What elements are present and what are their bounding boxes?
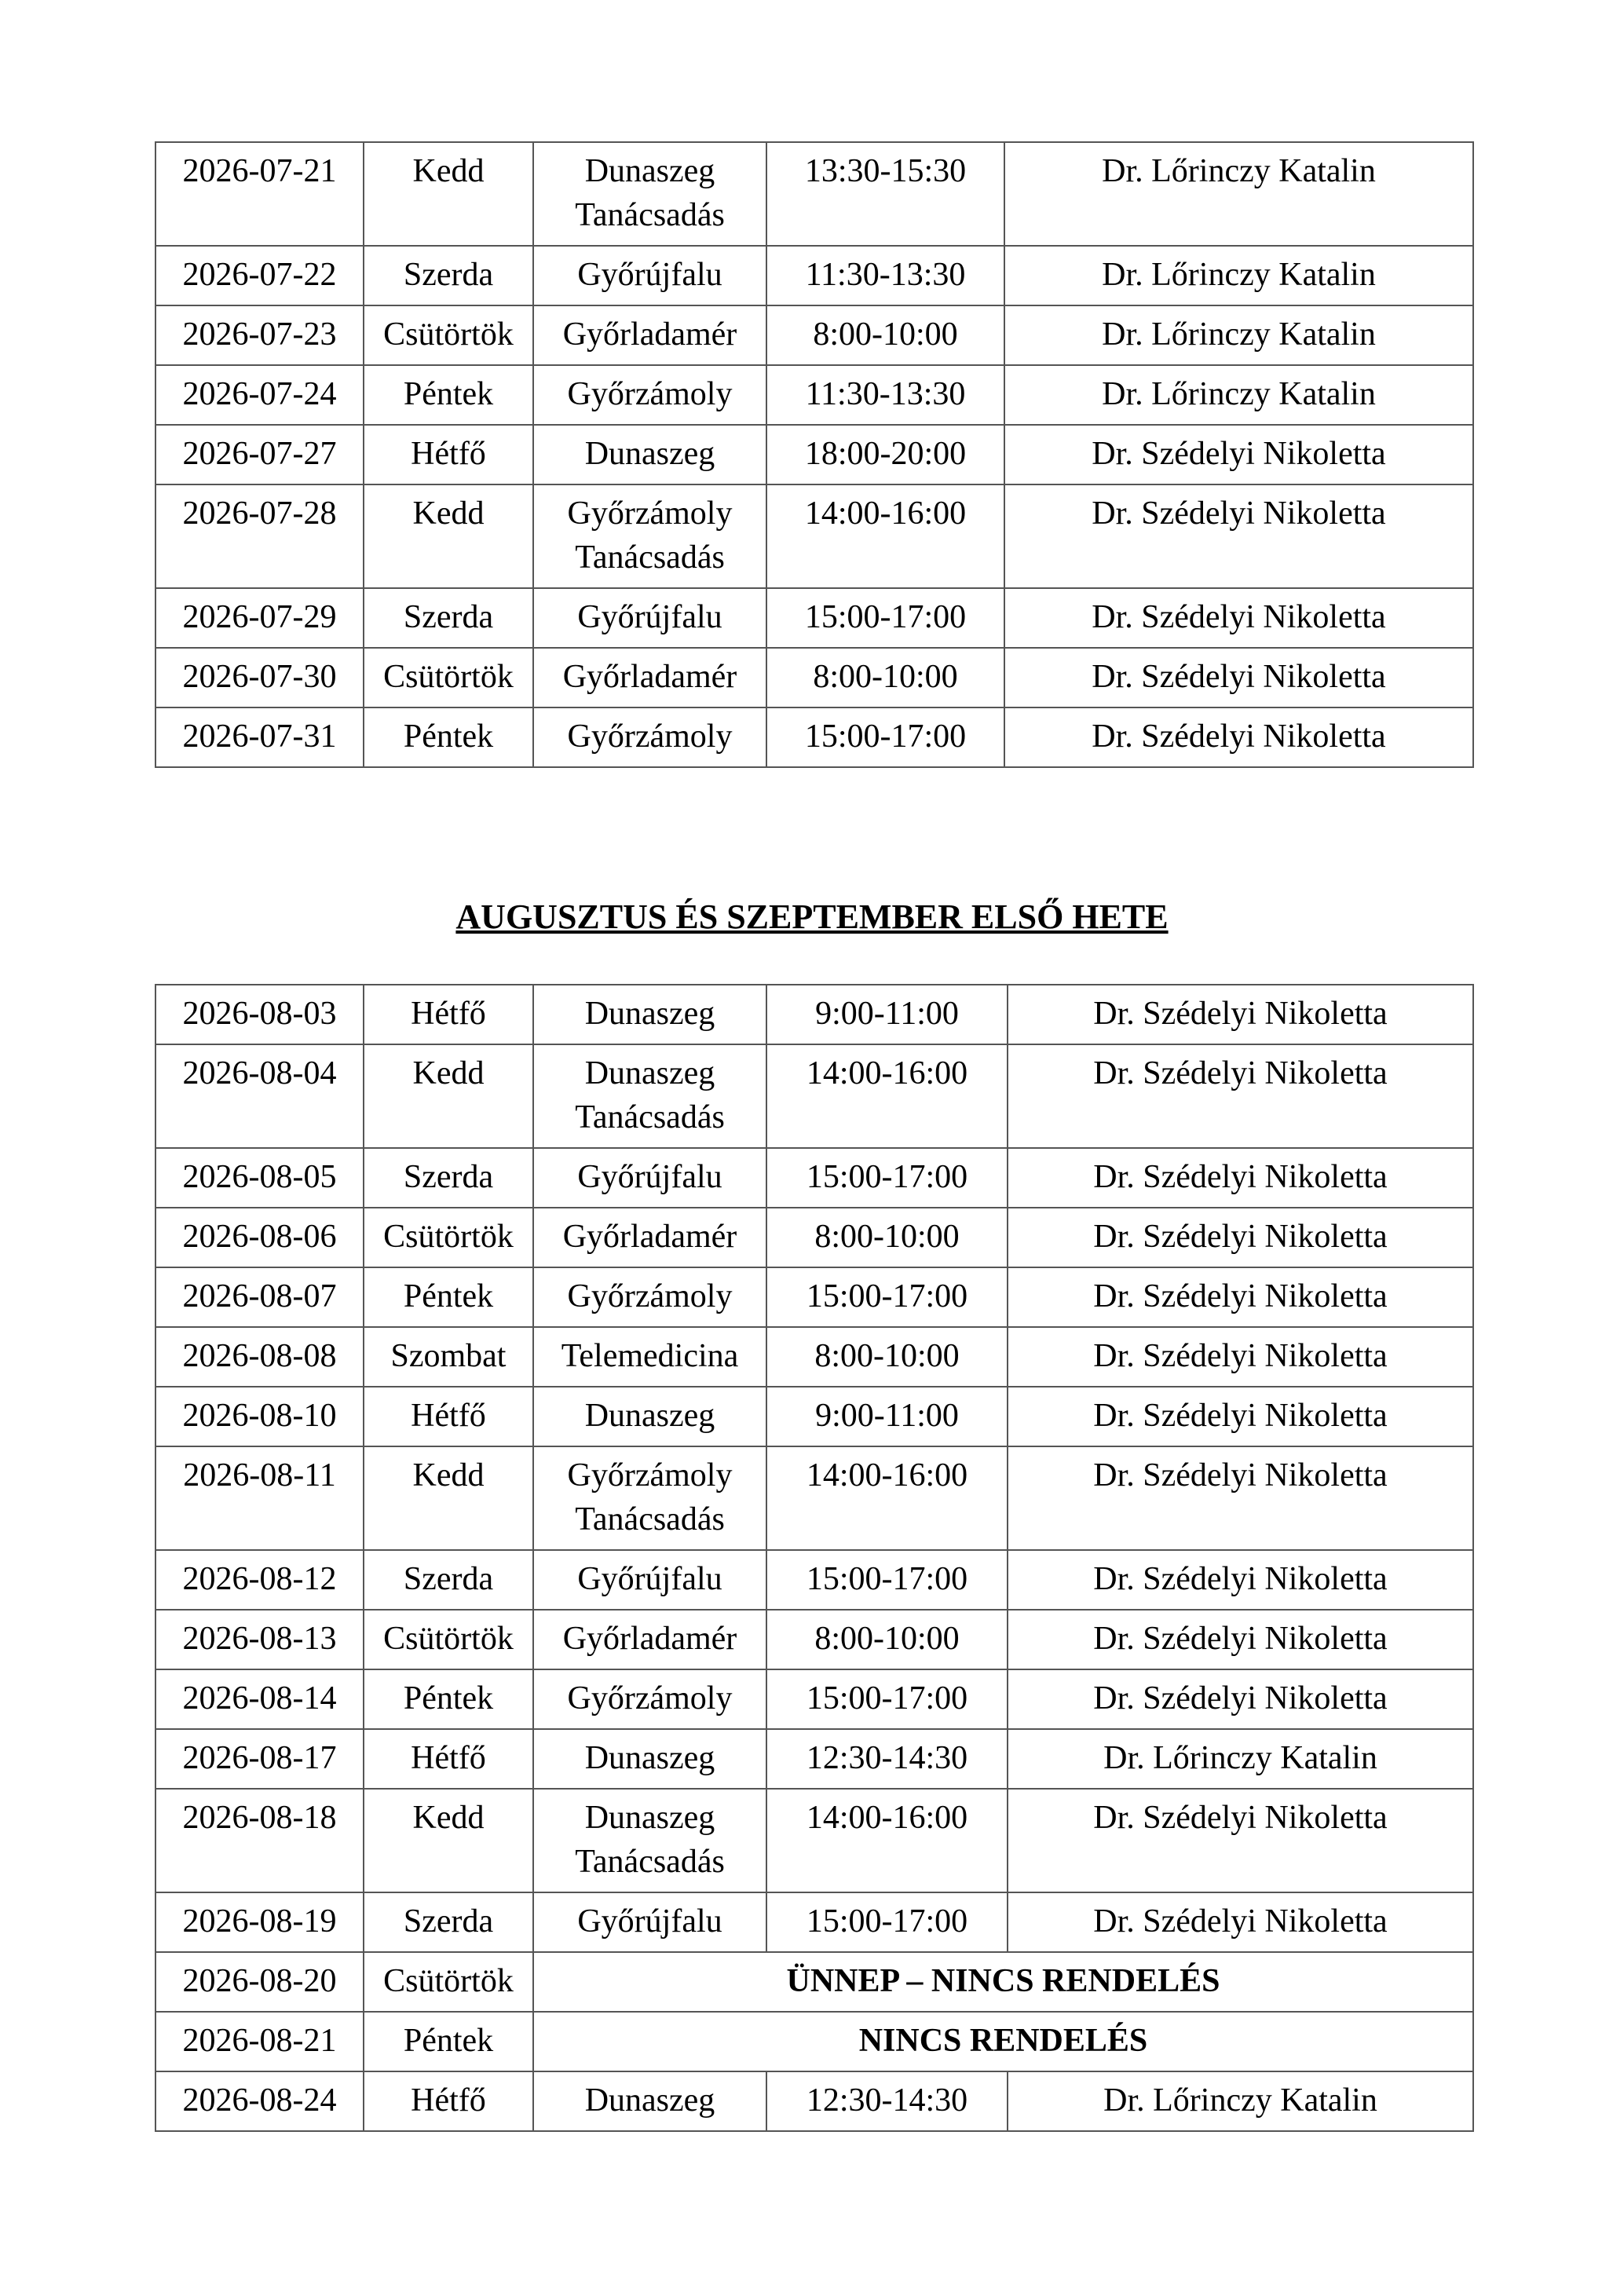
- place-line: Győrzámoly: [567, 495, 733, 532]
- table-row: [155, 1148, 1473, 1208]
- place-line: Tanácsadás: [575, 1844, 725, 1880]
- date-cell: 2026-08-24: [155, 2071, 364, 2131]
- table-row: [155, 1327, 1473, 1387]
- doctor-cell: Dr. Szédelyi Nikoletta: [1008, 1387, 1473, 1446]
- date-cell: 2026-07-22: [155, 246, 364, 305]
- place-cell: [533, 484, 766, 588]
- place-cell: [533, 1208, 766, 1267]
- date-cell: 2026-07-21: [155, 142, 364, 246]
- place-line: Tanácsadás: [575, 1099, 725, 1135]
- day-cell: Kedd: [364, 1044, 533, 1148]
- place-line: Győrújfalu: [577, 1159, 722, 1195]
- date-cell: 2026-08-21: [155, 2012, 364, 2071]
- doctor-cell: Dr. Szédelyi Nikoletta: [1004, 588, 1473, 648]
- place-cell: [533, 305, 766, 365]
- table-row: [155, 1267, 1473, 1327]
- day-cell: Kedd: [364, 1446, 533, 1550]
- table-row: [155, 1952, 1473, 2012]
- doctor-cell: Dr. Szédelyi Nikoletta: [1008, 1669, 1473, 1729]
- place-cell: [533, 142, 766, 246]
- doctor-cell: Dr. Lőrinczy Katalin: [1008, 2071, 1473, 2131]
- place-line: Dunaszeg: [584, 153, 715, 189]
- time-cell: 12:30-14:30: [766, 1729, 1008, 1789]
- schedule-table-august: [155, 984, 1474, 2132]
- place-line: Győrújfalu: [577, 257, 722, 293]
- date-cell: 2026-08-04: [155, 1044, 364, 1148]
- place-line: Győrújfalu: [577, 1561, 722, 1597]
- table-row: [155, 648, 1473, 707]
- time-cell: 14:00-16:00: [766, 1044, 1008, 1148]
- time-cell: 13:30-15:30: [766, 142, 1004, 246]
- day-cell: Csütörtök: [364, 1610, 533, 1669]
- time-cell: 8:00-10:00: [766, 648, 1004, 707]
- place-line: Dunaszeg: [584, 2082, 715, 2119]
- doctor-cell: Dr. Lőrinczy Katalin: [1004, 246, 1473, 305]
- day-cell: Szombat: [364, 1327, 533, 1387]
- doctor-cell: Dr. Szédelyi Nikoletta: [1008, 1044, 1473, 1148]
- doctor-cell: Dr. Szédelyi Nikoletta: [1008, 1327, 1473, 1387]
- place-line: Dunaszeg: [584, 996, 715, 1032]
- place-line: Győrzámoly: [567, 718, 733, 755]
- place-cell: [533, 1669, 766, 1729]
- table-row: [155, 1789, 1473, 1892]
- doctor-cell: Dr. Szédelyi Nikoletta: [1004, 484, 1473, 588]
- table-row: [155, 2071, 1473, 2131]
- time-cell: 11:30-13:30: [766, 246, 1004, 305]
- date-cell: 2026-08-18: [155, 1789, 364, 1892]
- doctor-cell: Dr. Lőrinczy Katalin: [1008, 1729, 1473, 1789]
- doctor-cell: Dr. Szédelyi Nikoletta: [1008, 1267, 1473, 1327]
- time-cell: 15:00-17:00: [766, 588, 1004, 648]
- place-line: Dunaszeg: [584, 436, 715, 472]
- place-line: Tanácsadás: [575, 1501, 725, 1537]
- table-row: [155, 425, 1473, 484]
- time-cell: 8:00-10:00: [766, 1327, 1008, 1387]
- day-cell: Péntek: [364, 1267, 533, 1327]
- table-row: [155, 1044, 1473, 1148]
- table-row: [155, 1208, 1473, 1267]
- place-cell: [533, 425, 766, 484]
- date-cell: 2026-08-07: [155, 1267, 364, 1327]
- date-cell: 2026-07-24: [155, 365, 364, 425]
- place-line: Győrújfalu: [577, 599, 722, 635]
- place-cell: [533, 1148, 766, 1208]
- place-line: Győrújfalu: [577, 1903, 722, 1940]
- date-cell: 2026-08-03: [155, 985, 364, 1044]
- place-cell: [533, 1044, 766, 1148]
- section-heading-august: AUGUSZTUS ÉS SZEPTEMBER ELSŐ HETE: [455, 898, 1169, 936]
- date-cell: 2026-08-13: [155, 1610, 364, 1669]
- place-cell: [533, 707, 766, 767]
- day-cell: Kedd: [364, 1789, 533, 1892]
- place-cell: [533, 1267, 766, 1327]
- date-cell: 2026-08-05: [155, 1148, 364, 1208]
- table-row: [155, 1669, 1473, 1729]
- date-cell: 2026-07-27: [155, 425, 364, 484]
- table-row: [155, 1892, 1473, 1952]
- date-cell: 2026-08-06: [155, 1208, 364, 1267]
- day-cell: Péntek: [364, 707, 533, 767]
- day-cell: Hétfő: [364, 1387, 533, 1446]
- no-consultation-note: ÜNNEP – NINCS RENDELÉS: [533, 1952, 1473, 2012]
- place-line: Győrzámoly: [567, 376, 733, 412]
- date-cell: 2026-07-28: [155, 484, 364, 588]
- place-line: Dunaszeg: [584, 1800, 715, 1836]
- table-row: [155, 985, 1473, 1044]
- place-cell: [533, 1892, 766, 1952]
- place-cell: [533, 365, 766, 425]
- time-cell: 15:00-17:00: [766, 707, 1004, 767]
- place-line: Tanácsadás: [575, 539, 725, 576]
- doctor-cell: Dr. Lőrinczy Katalin: [1004, 142, 1473, 246]
- table-row: [155, 365, 1473, 425]
- doctor-cell: Dr. Szédelyi Nikoletta: [1008, 1892, 1473, 1952]
- place-line: Dunaszeg: [584, 1740, 715, 1776]
- day-cell: Csütörtök: [364, 648, 533, 707]
- day-cell: Szerda: [364, 1892, 533, 1952]
- no-consultation-note: NINCS RENDELÉS: [533, 2012, 1473, 2071]
- day-cell: Kedd: [364, 142, 533, 246]
- day-cell: Kedd: [364, 484, 533, 588]
- time-cell: 11:30-13:30: [766, 365, 1004, 425]
- date-cell: 2026-08-10: [155, 1387, 364, 1446]
- table-row: [155, 305, 1473, 365]
- day-cell: Péntek: [364, 1669, 533, 1729]
- place-line: Telemedicina: [561, 1338, 739, 1374]
- date-cell: 2026-08-11: [155, 1446, 364, 1550]
- place-line: Tanácsadás: [575, 197, 725, 233]
- place-cell: [533, 1610, 766, 1669]
- doctor-cell: Dr. Szédelyi Nikoletta: [1008, 1446, 1473, 1550]
- date-cell: 2026-08-19: [155, 1892, 364, 1952]
- date-cell: 2026-08-17: [155, 1729, 364, 1789]
- doctor-cell: Dr. Szédelyi Nikoletta: [1008, 985, 1473, 1044]
- place-line: Győrladamér: [562, 1219, 737, 1255]
- time-cell: 14:00-16:00: [766, 1446, 1008, 1550]
- time-cell: 14:00-16:00: [766, 1789, 1008, 1892]
- time-cell: 15:00-17:00: [766, 1267, 1008, 1327]
- place-line: Győrzámoly: [567, 1278, 733, 1314]
- date-cell: 2026-07-31: [155, 707, 364, 767]
- date-cell: 2026-08-08: [155, 1327, 364, 1387]
- doctor-cell: Dr. Lőrinczy Katalin: [1004, 365, 1473, 425]
- table-row: [155, 2012, 1473, 2071]
- day-cell: Szerda: [364, 1550, 533, 1610]
- day-cell: Csütörtök: [364, 1952, 533, 2012]
- table-row: [155, 588, 1473, 648]
- table-row: [155, 707, 1473, 767]
- date-cell: 2026-08-12: [155, 1550, 364, 1610]
- time-cell: 9:00-11:00: [766, 1387, 1008, 1446]
- day-cell: Hétfő: [364, 2071, 533, 2131]
- day-cell: Szerda: [364, 246, 533, 305]
- date-cell: 2026-07-23: [155, 305, 364, 365]
- table-row: [155, 1446, 1473, 1550]
- time-cell: 9:00-11:00: [766, 985, 1008, 1044]
- doctor-cell: Dr. Szédelyi Nikoletta: [1008, 1610, 1473, 1669]
- place-cell: [533, 1327, 766, 1387]
- day-cell: Csütörtök: [364, 1208, 533, 1267]
- place-cell: [533, 1729, 766, 1789]
- place-line: Győrladamér: [562, 1621, 737, 1657]
- date-cell: 2026-07-29: [155, 588, 364, 648]
- day-cell: Szerda: [364, 588, 533, 648]
- day-cell: Csütörtök: [364, 305, 533, 365]
- table-row: [155, 484, 1473, 588]
- time-cell: 12:30-14:30: [766, 2071, 1008, 2131]
- place-line: Győrladamér: [562, 316, 737, 353]
- place-cell: [533, 1446, 766, 1550]
- time-cell: 15:00-17:00: [766, 1148, 1008, 1208]
- place-cell: [533, 1387, 766, 1446]
- doctor-cell: Dr. Lőrinczy Katalin: [1004, 305, 1473, 365]
- time-cell: 8:00-10:00: [766, 1610, 1008, 1669]
- table-row: [155, 142, 1473, 246]
- doctor-cell: Dr. Szédelyi Nikoletta: [1004, 707, 1473, 767]
- place-line: Győrzámoly: [567, 1457, 733, 1493]
- place-line: Győrzámoly: [567, 1680, 733, 1717]
- time-cell: 15:00-17:00: [766, 1892, 1008, 1952]
- place-cell: [533, 2071, 766, 2131]
- time-cell: 8:00-10:00: [766, 305, 1004, 365]
- place-line: Győrladamér: [562, 659, 737, 695]
- place-line: Dunaszeg: [584, 1055, 715, 1091]
- time-cell: 8:00-10:00: [766, 1208, 1008, 1267]
- place-cell: [533, 648, 766, 707]
- place-cell: [533, 1789, 766, 1892]
- doctor-cell: Dr. Szédelyi Nikoletta: [1004, 425, 1473, 484]
- date-cell: 2026-08-14: [155, 1669, 364, 1729]
- table-row: [155, 246, 1473, 305]
- doctor-cell: Dr. Szédelyi Nikoletta: [1008, 1789, 1473, 1892]
- day-cell: Péntek: [364, 2012, 533, 2071]
- time-cell: 15:00-17:00: [766, 1669, 1008, 1729]
- doctor-cell: Dr. Szédelyi Nikoletta: [1008, 1208, 1473, 1267]
- place-line: Dunaszeg: [584, 1398, 715, 1434]
- place-cell: [533, 985, 766, 1044]
- day-cell: Hétfő: [364, 1729, 533, 1789]
- place-cell: [533, 1550, 766, 1610]
- place-cell: [533, 588, 766, 648]
- day-cell: Hétfő: [364, 425, 533, 484]
- date-cell: 2026-07-30: [155, 648, 364, 707]
- day-cell: Szerda: [364, 1148, 533, 1208]
- place-cell: [533, 246, 766, 305]
- table-row: [155, 1729, 1473, 1789]
- time-cell: 18:00-20:00: [766, 425, 1004, 484]
- time-cell: 15:00-17:00: [766, 1550, 1008, 1610]
- schedule-table-july: [155, 141, 1474, 768]
- day-cell: Péntek: [364, 365, 533, 425]
- date-cell: 2026-08-20: [155, 1952, 364, 2012]
- doctor-cell: Dr. Szédelyi Nikoletta: [1008, 1550, 1473, 1610]
- day-cell: Hétfő: [364, 985, 533, 1044]
- table-row: [155, 1387, 1473, 1446]
- table-row: [155, 1610, 1473, 1669]
- doctor-cell: Dr. Szédelyi Nikoletta: [1008, 1148, 1473, 1208]
- doctor-cell: Dr. Szédelyi Nikoletta: [1004, 648, 1473, 707]
- time-cell: 14:00-16:00: [766, 484, 1004, 588]
- table-row: [155, 1550, 1473, 1610]
